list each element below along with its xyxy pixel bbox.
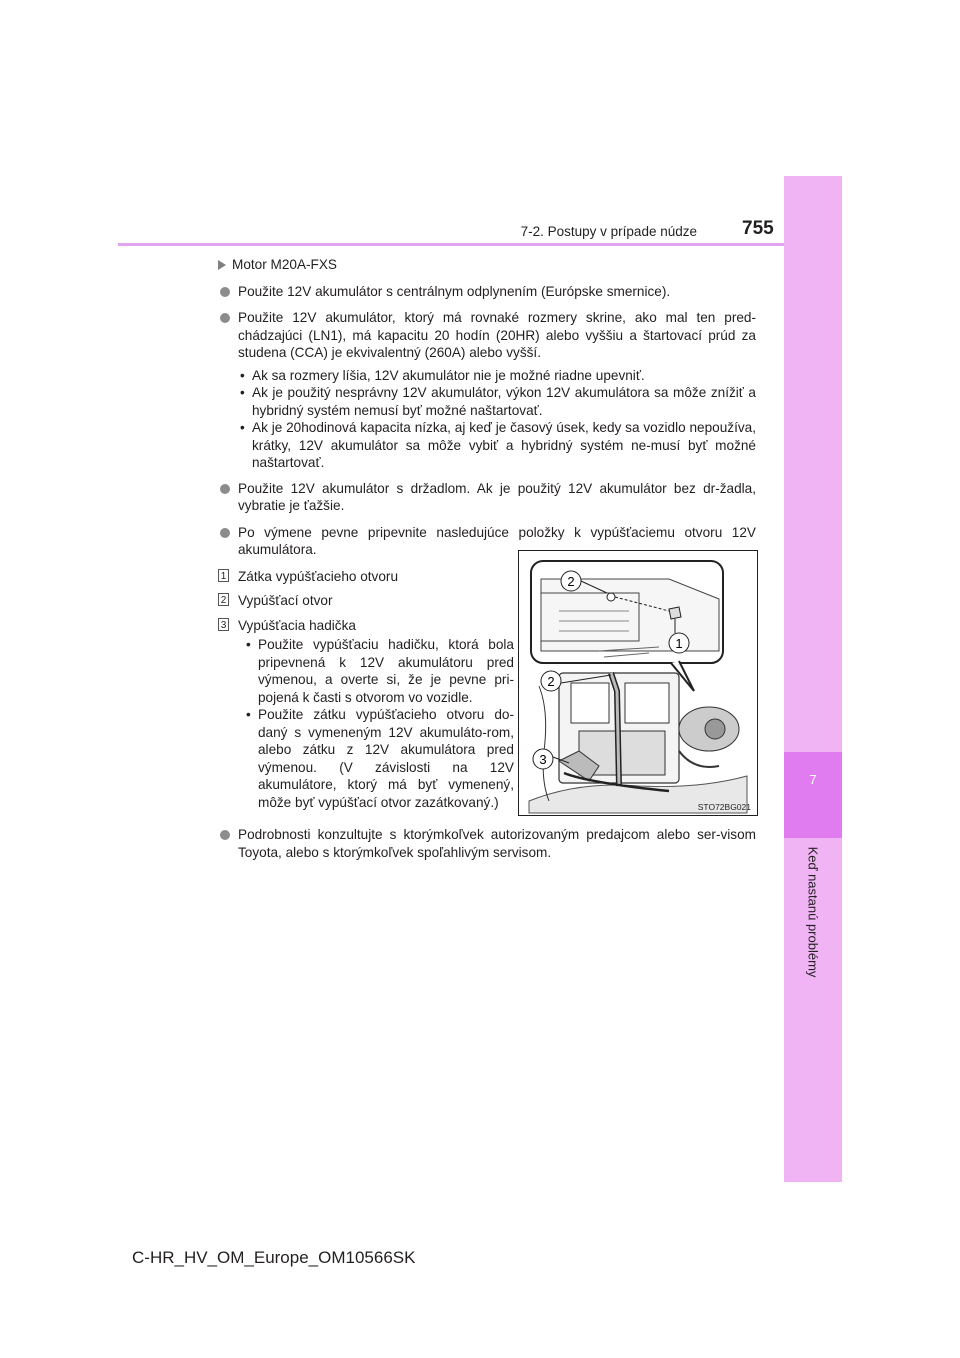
- bullet-dot-icon: [220, 830, 230, 840]
- section-title: 7-2. Postupy v prípade núdze: [520, 224, 697, 239]
- figure-callout: 2: [547, 674, 555, 689]
- header-rule: [118, 243, 784, 246]
- engine-heading: [218, 256, 756, 274]
- battery-drain-figure: [518, 550, 758, 816]
- note-item: • Použite vypúšťaciu hadičku, ktorá bola pripevnená k 12V akumulátoru pred výmenou, a overte si, že je pevne pri-pojená k časti s otvorom vo vozidle.: [246, 637, 514, 705]
- item-number-badge: 3: [218, 618, 229, 631]
- chapter-sidebar: [784, 176, 842, 1182]
- bullet-text: Použite 12V akumulátor s centrálnym odplynením (Európske smernice).: [238, 283, 671, 299]
- chapter-title: Keď nastanú problémy: [805, 846, 821, 978]
- bullet-dot-icon: [220, 528, 230, 538]
- item-label: Vypúšťacia hadička: [238, 617, 356, 633]
- bullet-item: [218, 283, 756, 301]
- final-note: [218, 826, 756, 870]
- bullet-item: [218, 826, 756, 861]
- chapter-number-tab[interactable]: [784, 752, 842, 838]
- bullet-item: [218, 480, 756, 515]
- bullet-text: Použite 12V akumulátor s držadlom. Ak je použitý 12V akumulátor bez dr-žadla, vybratie je ťažšie.: [238, 480, 756, 513]
- figure-callout: 3: [539, 752, 547, 767]
- battery-illustration: [519, 551, 757, 815]
- sub-bullet-item: • Ak je použitý nesprávny 12V akumulátor, výkon 12V akumulátora sa môže znížiť a hybridný systém nemusí byť možné naštartovať.: [240, 385, 756, 418]
- page-number: 755: [742, 218, 774, 239]
- sub-bullet-text: Ak je použitý nesprávny 12V akumulátor, výkon 12V akumulátora sa môže znížiť a hybridný systém nemusí byť možné naštartovať.: [252, 385, 756, 418]
- sub-bullet-item: • Ak sa rozmery líšia, 12V akumulátor nie je možné riadne upevniť.: [240, 367, 645, 383]
- footer-doc-code: C-HR_HV_OM_Europe_OM10566SK: [132, 1248, 416, 1267]
- triangle-marker-icon: [218, 260, 226, 270]
- figure-code: STO72BG021: [697, 802, 751, 812]
- note-text: Použite zátku vypúšťacieho otvoru do-daný s vymeneným 12V akumuláto-rom, alebo zátku z 12V akumulátora pred výmenou. (V závislosti na 12V akumulátore, ktorý má byť vymenený, môže byť vypúšťací otvor zazátkovaný.): [258, 707, 514, 810]
- figure-callout: 1: [675, 636, 683, 651]
- sub-bullet-item: • Ak je 20hodinová kapacita nízka, aj keď je časový úsek, kedy sa vozidlo nepoužíva, krátky, 12V akumulátor sa môže vybiť a hybridný systém ne-musí byť možné naštartovať.: [240, 420, 756, 470]
- bullet-dot-icon: [220, 287, 230, 297]
- chapter-number: 7: [809, 772, 817, 787]
- numbered-item: [218, 592, 534, 610]
- numbered-item: [218, 568, 534, 586]
- numbered-item: [218, 617, 534, 635]
- item-number-badge: 2: [218, 593, 229, 606]
- engine-heading-text: Motor M20A-FXS: [232, 257, 337, 272]
- figure-callout: 2: [567, 574, 575, 589]
- item-label: Vypúšťací otvor: [238, 593, 333, 608]
- bullet-text: Podrobnosti konzultujte s ktorýmkoľvek autorizovaným predajcom alebo ser-visom Toyota, alebo s ktorýmkoľvek spoľahlivým servisom.: [238, 827, 756, 860]
- bullet-text: Po výmene pevne pripevnite nasledujúce položky k vypúšťaciemu otvoru 12V akumulátora.: [238, 524, 756, 557]
- item-label: Zátka vypúšťacieho otvoru: [238, 568, 398, 584]
- sub-bullet-text: Ak sa rozmery líšia, 12V akumulátor nie je možné riadne upevniť.: [252, 367, 645, 383]
- note-text: Použite vypúšťaciu hadičku, ktorá bola pripevnená k 12V akumulátoru pred výmenou, a overte si, že je pevne pri-pojená k časti s otvorom vo vozidle.: [258, 637, 514, 705]
- note-item: • Použite zátku vypúšťacieho otvoru do-daný s vymeneným 12V akumuláto-rom, alebo zátku z 12V akumulátora pred výmenou. (V závislosti na 12V akumulátore, ktorý má byť vymenený, môže byť vypúšťací otvor zazátkovaný.): [246, 707, 514, 810]
- bullet-dot-icon: [220, 313, 230, 323]
- item-number-badge: 1: [218, 569, 229, 582]
- bullet-item: [218, 309, 756, 362]
- bullet-dot-icon: [220, 484, 230, 494]
- sub-bullet-list: [218, 367, 756, 472]
- sub-bullet-text: Ak je 20hodinová kapacita nízka, aj keď je časový úsek, kedy sa vozidlo nepoužíva, krátky, 12V akumulátor sa môže vybiť a hybridný systém ne-musí byť možné naštartovať.: [252, 420, 756, 470]
- bullet-text: Použite 12V akumulátor, ktorý má rovnaké rozmery skrine, ako mal ten pred-chádzajúci (LN1), má kapacitu 20 hodín (20HR) alebo vyššiu a štartovací prúd za studena (CCA) je ekvivalentný (260A) alebo vyšší.: [238, 310, 756, 360]
